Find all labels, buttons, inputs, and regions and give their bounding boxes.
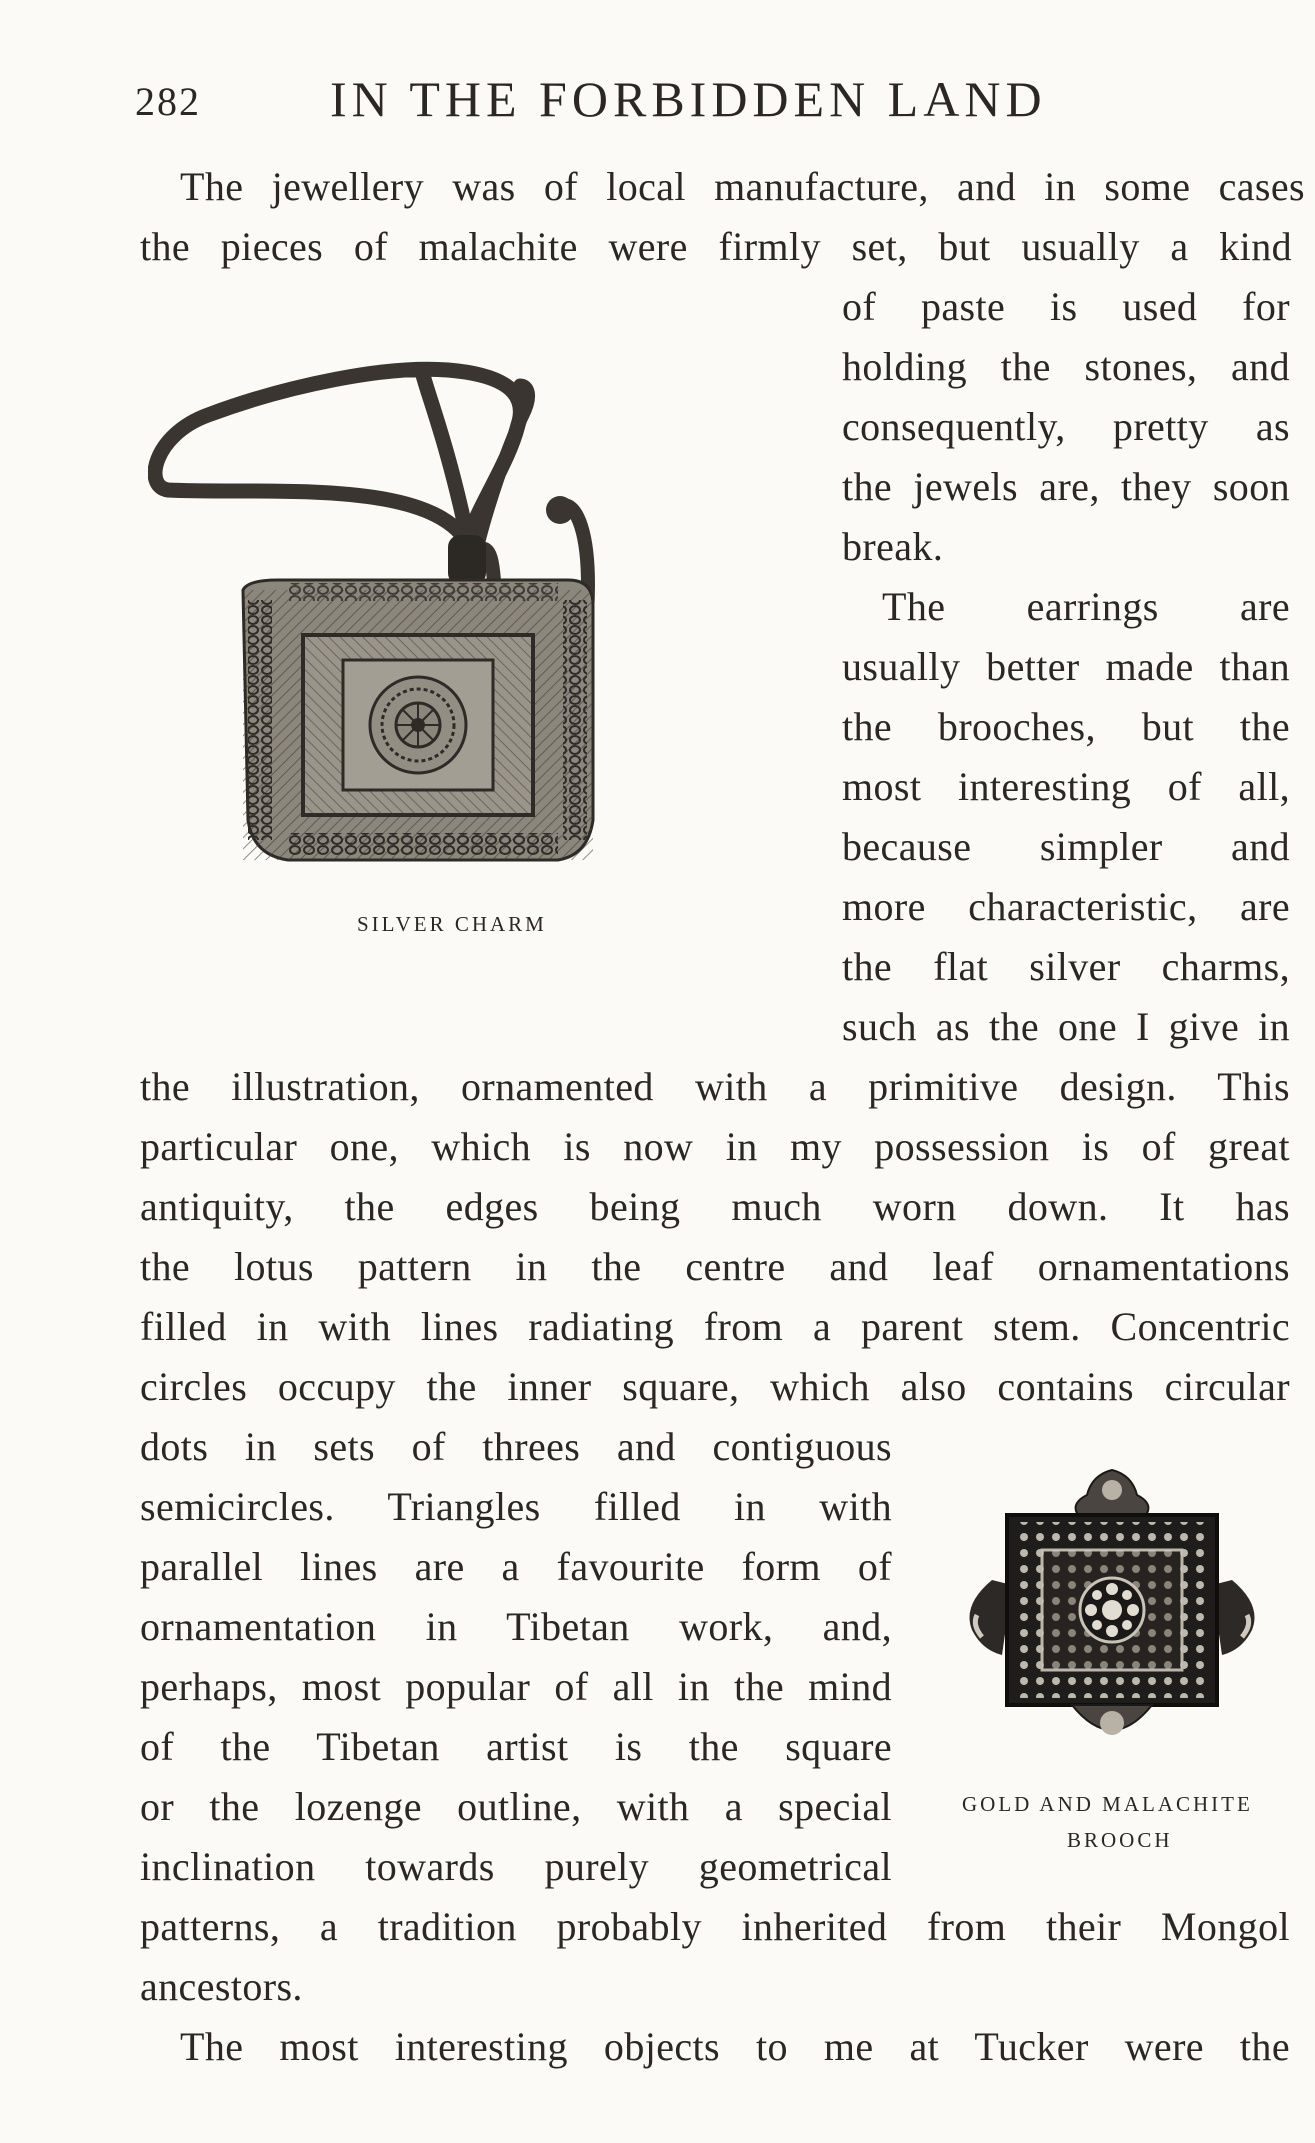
body-line: parallel lines are a favourite form of	[140, 1544, 892, 1589]
page-number: 282	[135, 79, 201, 124]
body-line: perhaps, most popular of all in the mind	[140, 1664, 892, 1709]
body-line: the jewels are, they soon	[842, 464, 1290, 509]
body-line: because simpler and	[842, 824, 1290, 869]
body-line: the illustration, ornamented with a primitive design. This	[140, 1064, 1290, 1109]
body-line: circles occupy the inner square, which also contains circular	[140, 1364, 1290, 1409]
body-line: particular one, which is now in my possession is of great	[140, 1124, 1290, 1169]
body-line: ancestors.	[140, 1964, 303, 2009]
brooch-caption-line-1: GOLD AND MALACHITE	[962, 1792, 1253, 1816]
body-line: The most interesting objects to me at Tucker were the	[180, 2024, 1290, 2069]
body-line: break.	[842, 524, 944, 569]
body-line: The earrings are	[882, 584, 1290, 629]
body-line: patterns, a tradition probably inherited from their Mongol	[140, 1904, 1290, 1949]
running-title: IN THE FORBIDDEN LAND	[330, 71, 1047, 127]
brooch-caption-line-2: BROOCH	[1067, 1828, 1173, 1852]
body-line: the lotus pattern in the centre and leaf ornamentations	[140, 1244, 1290, 1289]
body-line: antiquity, the edges being much worn down. It has	[140, 1184, 1290, 1229]
body-line: or the lozenge outline, with a special	[140, 1784, 892, 1829]
body-line: such as the one I give in	[842, 1004, 1290, 1049]
body-line: The jewellery was of local manufacture, and in some cases	[180, 164, 1305, 209]
body-line: of the Tibetan artist is the square	[140, 1724, 892, 1769]
body-line: the pieces of malachite were firmly set, but usually a kind	[140, 224, 1292, 269]
body-line: most interesting of all,	[842, 764, 1290, 809]
body-line: holding the stones, and	[842, 344, 1290, 389]
body-line: ornamentation in Tibetan work, and,	[140, 1604, 892, 1649]
brooch-illustration	[952, 1465, 1272, 1765]
body-line: more characteristic, are	[842, 884, 1290, 929]
body-line: consequently, pretty as	[842, 404, 1290, 449]
silver-charm-caption: SILVER CHARM	[357, 912, 547, 936]
silver-charm-figure	[148, 355, 788, 895]
body-line: the brooches, but the	[842, 704, 1290, 749]
body-line: of paste is used for	[842, 284, 1290, 329]
brooch-figure	[952, 1465, 1272, 1765]
body-line: inclination towards purely geometrical	[140, 1844, 892, 1889]
body-line: semicircles. Triangles filled in with	[140, 1484, 892, 1529]
silver-charm-illustration	[148, 355, 788, 895]
body-line: filled in with lines radiating from a parent stem. Concentric	[140, 1304, 1290, 1349]
body-line: usually better made than	[842, 644, 1290, 689]
body-line: the flat silver charms,	[842, 944, 1290, 989]
body-line: dots in sets of threes and contiguous	[140, 1424, 892, 1469]
